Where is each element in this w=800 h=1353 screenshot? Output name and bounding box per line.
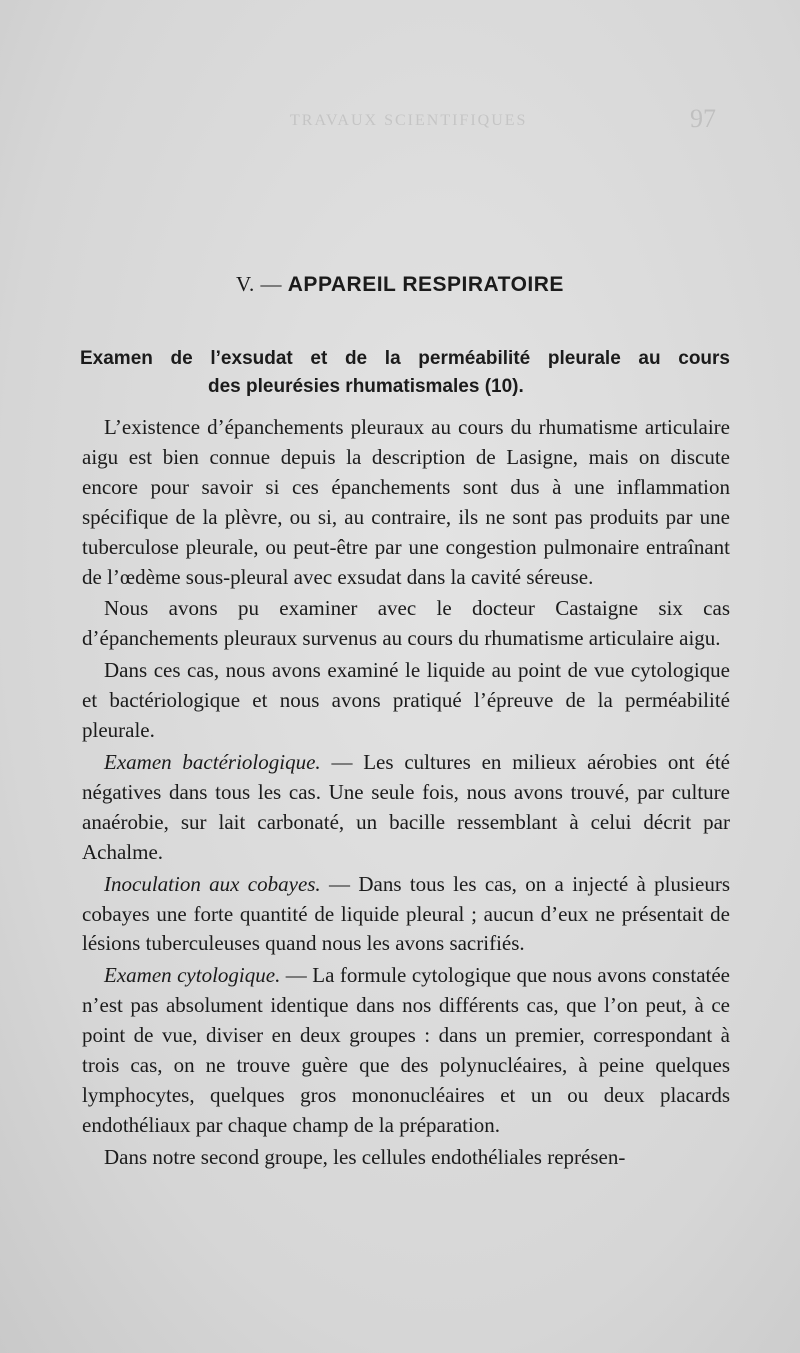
- paragraph-lead: Examen cytologique.: [104, 963, 281, 988]
- section-title: [80, 345, 730, 401]
- paragraph-lead: Inoculation aux cobayes.: [104, 871, 321, 896]
- paragraph: Examen cytologique. — La formule cytologique que nous avons constatée n’est pas absolument identique dans nos différents cas, que l’on peut, à ce point de vue, diviser en deux groupes : dans un premier, correspondant à trois cas, on ne trouve guère que des polynucléaires, à peine quelques lymphocytes, quelques gros mononucléaires et un ou deux placards endothéliaux par chaque champ de la préparation.: [82, 963, 730, 1137]
- section-title-line-1: Examen de l’exsudat et de la perméabilité pleurale au cours: [80, 348, 730, 369]
- bleed-through-page-number: 97: [690, 104, 716, 133]
- paragraph: Nous avons pu examiner avec le docteur Castaigne six cas d’épanchements pleuraux survenus au cours du rhumatisme articulaire aigu.: [82, 596, 730, 651]
- body-text: [82, 413, 730, 1173]
- paragraph: Dans notre second groupe, les cellules endothéliales représen-: [104, 1144, 626, 1169]
- paragraph-lead: Examen bactériologique.: [104, 749, 321, 774]
- paragraph: Examen bactériologique. — Les cultures en milieux aérobies ont été négatives dans tous les cas. Une seule fois, nous avons trouvé, par culture anaérobie, sur lait carbonaté, un bacille ressemblant à celui décrit par Achalme.: [82, 749, 730, 864]
- section-title-line-2: des pleurésies rhumatismales (10).: [208, 376, 524, 397]
- bleed-through-running-head: TRAVAUX SCIENTIFIQUES: [290, 112, 528, 129]
- paragraph: L’existence d’épanchements pleuraux au cours du rhumatisme articulaire aigu est bien connue depuis la description de Lasigne, mais on discute encore pour savoir si ces épanchements sont dus à une inflammation spécifique de la plèvre, ou si, au contraire, ils ne sont pas produits par une tuberculose pleurale, ou peut-être par une congestion pulmonaire entraînant de l’œdème sous-pleural avec exsudat dans la cavité séreuse.: [82, 415, 730, 589]
- chapter-title: APPAREIL RESPIRATOIRE: [287, 273, 564, 296]
- paragraph: Inoculation aux cobayes. — Dans tous les cas, on a injecté à plusieurs cobayes une forte quantité de liquide pleural ; aucun d’eux ne présentait de lésions tuberculeuses quand nous les avons sacrifiés.: [82, 871, 730, 956]
- chapter-heading: [0, 272, 800, 297]
- chapter-number: V. —: [236, 272, 288, 296]
- paragraph: Dans ces cas, nous avons examiné le liquide au point de vue cytologique et bactériologique et nous avons pratiqué l’épreuve de la perméabilité pleurale.: [82, 658, 730, 743]
